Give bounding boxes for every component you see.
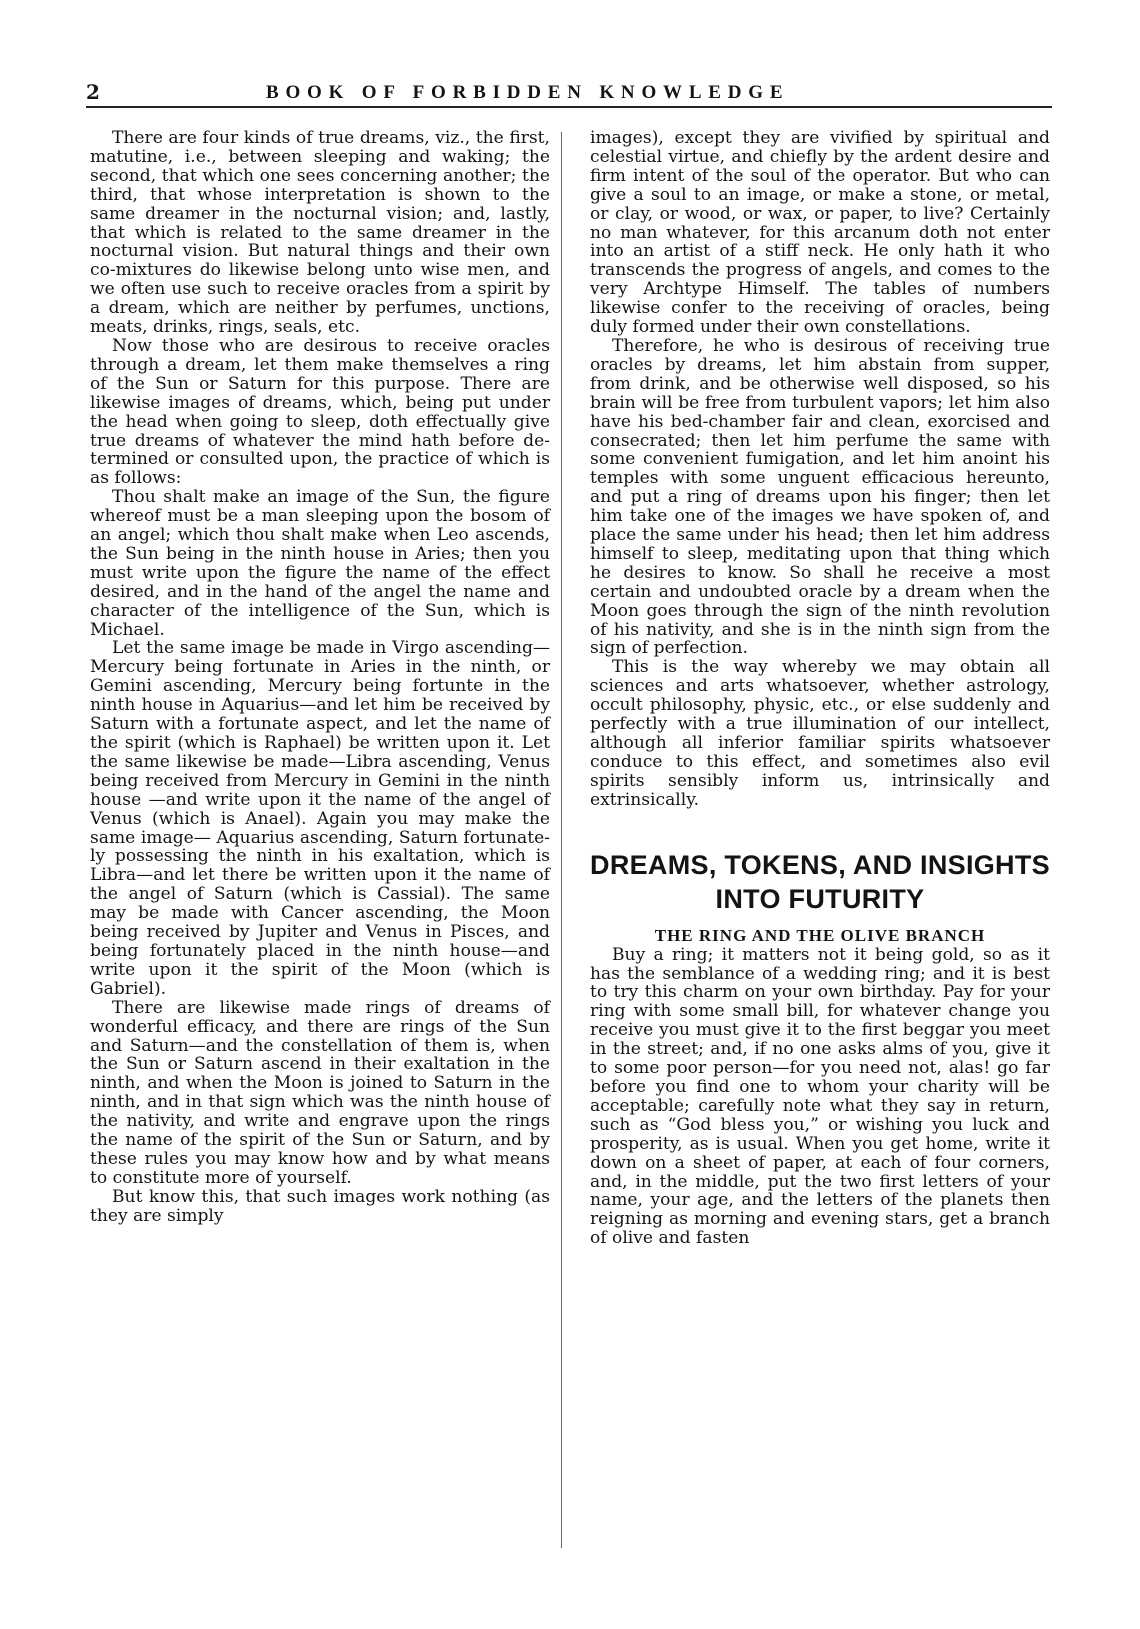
right-column — [590, 129, 1050, 1248]
paragraph: There are four kinds of true dreams, viz., the first, matutine, i.e., between sleeping and waking; the second, that which one sees concerning another; the third, that whose interpretation is shown to the same dreamer in the nocturnal vision; and, lastly, that which is related to the same dreamer in the nocturnal vision. But natural things and their own co-mixtures do likewise belong unto wise men, and we often use such to receive oracles from a spirit by a dream, which are neither by perfumes, unctions, meats, drinks, rings, seals, etc. — [90, 128, 550, 338]
page-number: 2 — [86, 80, 101, 104]
running-head: BOOK OF FORBIDDEN KNOWLEDGE — [266, 82, 790, 103]
paragraph: Let the same image be made in Virgo ascending—Mercury being fortunate in Aries in the ninth, or Gemini ascending, Mercury being fortunte in the ninth house in Aquarius—and let him be received by Saturn with a fortunate aspect, and let the name of the spirit (which is Raphael) be written upon it. Let the same likewise be made—Libra ascending, Venus being received from Mercury in Gemini in the ninth house —and write upon it the name of the angel of Venus (which is Anael). Again you may make the same image— Aquarius ascending, Saturn fortunately possessing the ninth in his exaltation, which is Libra—and let there be written upon it the name of the angel of Saturn (which is Cassial). The same may be made with Cancer ascending, the Moon being received by Jupiter and Venus in Pisces, and being fortunately placed in the ninth house—and write upon it the spirit of the Moon (which is Gabriel). — [90, 638, 550, 999]
paragraph: Now those who are desirous to receive oracles through a dream, let them make themselves a ring of the Sun or Saturn for this purpose. There are likewise images of dreams, which, being put under the head when going to sleep, doth effectually give true dreams of whatever the mind hath before determined or consulted upon, the practice of which is as follows: — [90, 335, 550, 489]
page-header — [86, 80, 1052, 108]
paragraph: There are likewise made rings of dreams of wonderful efficacy, and there are rings of the Sun and Saturn—and the constellation of them is, when the Sun or Saturn ascend in their exaltation in the ninth, and when the Moon is joined to Saturn in the ninth, and in that sign which was the ninth house of the nativity, and write and engrave upon the rings the name of the spirit of the Sun or Saturn, and by these rules you may know how and by what means to constitute more of yourself. — [90, 997, 550, 1188]
paragraph: images), except they are vivified by spiritual and celestial virtue, and chiefly by the ardent desire and firm intent of the soul of the operator. But who can give a soul to an image, or make a stone, or metal, or clay, or wood, or wax, or paper, to live? Certainly no man whatever, for this arcanum doth not enter into an artist of a stiff neck. He only hath it who transcends the progress of angels, and comes to the very Archtype Himself. The tables of numbers likewise confer to the receiving of oracles, being duly formed under their own constellations. — [590, 128, 1050, 338]
column-divider — [561, 132, 562, 1548]
left-column — [90, 129, 550, 1226]
paragraph: Therefore, he who is desirous of receiving true oracles by dreams, let him abstain from supper, from drink, and be otherwise well disposed, so his brain will be free from turbulent vapors; let him also have his bed-chamber fair and clean, exorcised and consecrated; then let him perfume the same with some convenient fumigation, and let him anoint his temples with some unguent efficacious hereunto, and put a ring of dreams upon his finger; then let him take one of the images we have spoken of, and place the same under his head; then let him address himself to sleep, meditating upon that thing which he desires to know. So shall he receive a most certain and undoubted oracle by a dream when the Moon goes through the sign of the ninth revolution of his nativity, and she is in the ninth sign from the sign of perfection. — [590, 335, 1050, 659]
subheading: THE RING AND THE OLIVE BRANCH — [654, 925, 986, 945]
paragraph: Thou shalt make an image of the Sun, the figure whereof must be a man sleeping upon the bosom of an angel; which thou shalt make when Leo ascends, the Sun being in the ninth house in Aries; then you must write upon the figure the name of the effect desired, and in the hand of the angel the name and character of the intelligence of the Sun, which is Michael. — [90, 487, 550, 640]
paragraph: Buy a ring; it matters not it being gold, so as it has the semblance of a wedding ring; and it is best to try this charm on your own birthday. Pay for your ring with some small bill, for whatever change you receive you must give it to the first beggar you meet in the street; and, if no one asks alms of you, give it to some poor person—for you need not, alas! go far before you find one to whom your charity will be acceptable; carefully note what they say in return, such as “God bless you,” or wishing you luck and prosperity, as is usual. When you get home, write it down on a sheet of paper, at each of four corners, and, in the middle, put the two first letters of your name, your age, and the letters of the planets then reigning as morning and evening stars, get a branch of olive and fasten — [590, 944, 1050, 1249]
section-spacer — [590, 810, 1050, 848]
paragraph: But know this, that such images work nothing (as they are simply — [90, 1186, 550, 1226]
paragraph: This is the way whereby we may obtain all sciences and arts whatsoever, whether astrology, occult philosophy, physic, etc., or else suddenly and perfectly with a true illumination of our intellect, although all inferior familiar spirits whatsoever conduce to this effect, and sometimes also evil spirits sensibly inform us, intrinsically and extrinsically. — [590, 657, 1050, 810]
section-title: DREAMS, TOKENS, AND INSIGHTS INTO FUTURITY — [590, 849, 1050, 914]
